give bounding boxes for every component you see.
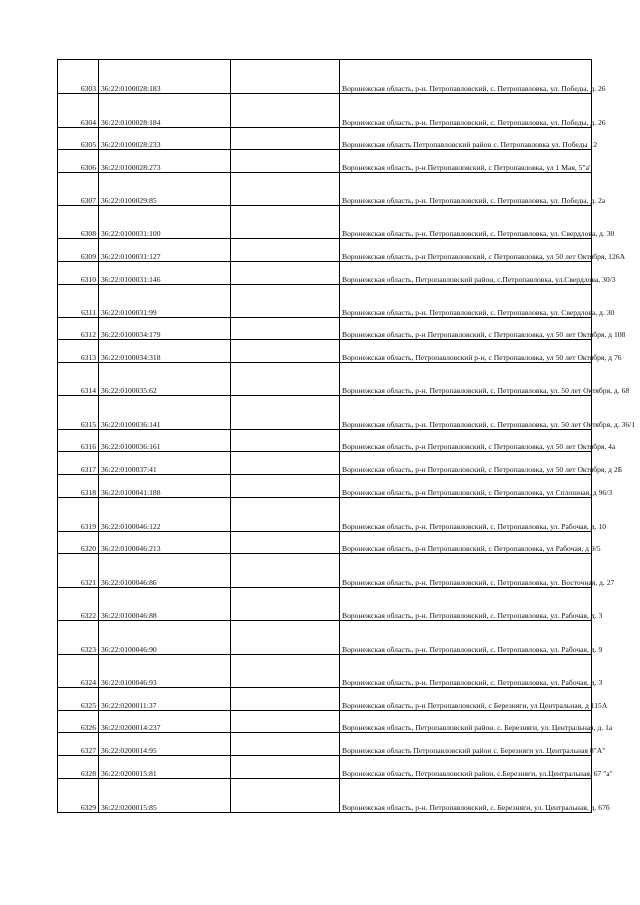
address-cell: Воронежская область, р-н Петропавловский, с Петропавловка, ул 50 лет Октября, 126А — [340, 239, 592, 262]
empty-cell — [231, 452, 340, 475]
address-cell: Воронежская область, р-н Петропавловский, с Петропавловка, ул Сплошная, д 96/3 — [340, 475, 592, 498]
empty-cell — [231, 262, 340, 285]
row-number-cell: 6318 — [58, 475, 99, 498]
cadastral-number-cell: 36:22:0200014:237 — [99, 711, 231, 733]
cadastral-number-cell: 36:22:0100028:183 — [99, 60, 231, 94]
row-number-cell: 6307 — [58, 173, 99, 206]
cadastral-number-cell: 36:22:0100034:179 — [99, 318, 231, 340]
cadastral-number-cell: 36:22:0100031:99 — [99, 285, 231, 318]
table-row — [58, 688, 592, 711]
cadastral-number-cell: 36:22:0200011:37 — [99, 688, 231, 711]
address-cell: Воронежская область, р-н. Петропавловский, с. Петропавловка, ул. Победы, д. 26 — [340, 94, 592, 128]
row-number-cell: 6303 — [58, 60, 99, 94]
cadastral-number-cell: 36:22:0100034:318 — [99, 340, 231, 363]
registry-table-body — [58, 60, 636, 813]
table-row — [58, 60, 592, 94]
table-row — [58, 711, 592, 733]
table-row — [58, 206, 592, 239]
address-cell: Воронежская область, р-н. Петропавловский, с. Петропавловка, ул. 50 лет Октября, д. 36/1 — [340, 396, 592, 430]
empty-cell — [231, 688, 340, 711]
table-row — [58, 475, 592, 498]
table-row — [58, 733, 592, 756]
empty-cell — [231, 655, 340, 688]
row-number-cell: 6317 — [58, 452, 99, 475]
cadastral-number-cell: 36:22:0100029:85 — [99, 173, 231, 206]
cadastral-number-cell: 36:22:0100046:88 — [99, 588, 231, 621]
empty-cell — [231, 498, 340, 532]
cadastral-number-cell: 36:22:0100031:127 — [99, 239, 231, 262]
table-row — [58, 318, 592, 340]
cadastral-number-cell: 36:22:0100036:141 — [99, 396, 231, 430]
empty-cell — [231, 60, 340, 94]
table-row — [58, 498, 592, 532]
row-number-cell: 6312 — [58, 318, 99, 340]
row-number-cell: 6324 — [58, 655, 99, 688]
table-row — [58, 452, 592, 475]
row-number-cell: 6321 — [58, 554, 99, 588]
row-number-cell: 6316 — [58, 430, 99, 452]
empty-cell — [231, 396, 340, 430]
cadastral-number-cell: 36:22:0200014:95 — [99, 733, 231, 756]
cadastral-number-cell: 36:22:0100036:161 — [99, 430, 231, 452]
row-number-cell: 6313 — [58, 340, 99, 363]
address-cell: Воронежская область, р-н Петропавловский, с Петропавловка, ул Рабочая, д 9/5 — [340, 532, 592, 554]
table-row — [58, 262, 592, 285]
address-cell: Воронежская область, р-н. Петропавловский, с. Петропавловка, ул. Рабочая, д. 3 — [340, 655, 592, 688]
row-number-cell: 6305 — [58, 128, 99, 150]
empty-cell — [231, 285, 340, 318]
row-number-cell: 6319 — [58, 498, 99, 532]
table-row — [58, 94, 592, 128]
table-row — [58, 239, 592, 262]
empty-cell — [231, 430, 340, 452]
row-number-cell: 6315 — [58, 396, 99, 430]
row-number-cell: 6310 — [58, 262, 99, 285]
address-cell: Воронежская область Петропавловский район с. Березняги ул. Центральная 8"А" — [340, 733, 592, 756]
table-row — [58, 554, 592, 588]
address-cell: Воронежская область, Петропавловский р-н, с Петропавловка, ул 50 лет Октября, д 76 — [340, 340, 592, 363]
address-cell: Воронежская область Петропавловский район с. Петропавловка ул. Победы 12 — [340, 128, 592, 150]
address-cell: Воронежская область, Петропавловский район. с. Березняги, ул. Центральная, д. 1а — [340, 711, 592, 733]
row-number-cell: 6308 — [58, 206, 99, 239]
cadastral-number-cell: 36:22:0100046:122 — [99, 498, 231, 532]
row-number-cell: 6325 — [58, 688, 99, 711]
empty-cell — [231, 554, 340, 588]
table-row — [58, 779, 592, 813]
row-number-cell: 6326 — [58, 711, 99, 733]
empty-cell — [231, 239, 340, 262]
empty-cell — [231, 363, 340, 396]
row-number-cell: 6323 — [58, 621, 99, 655]
empty-cell — [231, 318, 340, 340]
cadastral-number-cell: 36:22:0100037:41 — [99, 452, 231, 475]
table-row — [58, 173, 592, 206]
row-number-cell: 6309 — [58, 239, 99, 262]
row-number-cell: 6304 — [58, 94, 99, 128]
address-cell: Воронежская область, Петропавловский район, с.Петропавловка, ул.Свердлова, 30/3 — [340, 262, 592, 285]
empty-cell — [231, 779, 340, 813]
row-number-cell: 6311 — [58, 285, 99, 318]
cadastral-number-cell: 36:22:0100028:233 — [99, 128, 231, 150]
row-number-cell: 6314 — [58, 363, 99, 396]
table-row — [58, 430, 592, 452]
cadastral-number-cell: 36:22:0100028:273 — [99, 150, 231, 173]
table-row — [58, 128, 592, 150]
table-row — [58, 396, 592, 430]
empty-cell — [231, 711, 340, 733]
address-cell: Воронежская область, р-н. Петропавловский, с. Петропавловка, ул. Рабочая, д. 3 — [340, 588, 592, 621]
table-row — [58, 150, 592, 173]
empty-cell — [231, 94, 340, 128]
table-row — [58, 285, 592, 318]
table-row — [58, 621, 592, 655]
cadastral-number-cell: 36:22:0100046:213 — [99, 532, 231, 554]
empty-cell — [231, 756, 340, 779]
registry-table — [57, 59, 636, 813]
address-cell: Воронежская область, р-н. Петропавловский, с. Березняги, ул. Центральная, д. 67б — [340, 779, 592, 813]
address-cell: Воронежская область, р-н Петропавловский, с Березняги, ул Центральная, д 115А — [340, 688, 592, 711]
table-row — [58, 756, 592, 779]
row-number-cell: 6320 — [58, 532, 99, 554]
empty-cell — [231, 733, 340, 756]
cadastral-number-cell: 36:22:0100046:93 — [99, 655, 231, 688]
cadastral-number-cell: 36:22:0100031:146 — [99, 262, 231, 285]
table-row — [58, 363, 592, 396]
empty-cell — [231, 475, 340, 498]
row-number-cell: 6329 — [58, 779, 99, 813]
address-cell: Воронежская область, р-н. Петропавловский, с. Петропавловка, ул. Восточная, д. 27 — [340, 554, 592, 588]
cadastral-number-cell: 36:22:0100031:100 — [99, 206, 231, 239]
address-cell: Воронежская область, Петропавловский район, с.Березняги, ул.Центральная, 67 "а" — [340, 756, 592, 779]
empty-cell — [231, 621, 340, 655]
row-number-cell: 6306 — [58, 150, 99, 173]
table-row — [58, 655, 592, 688]
empty-cell — [231, 128, 340, 150]
table-row — [58, 340, 592, 363]
empty-cell — [231, 150, 340, 173]
address-cell: Воронежская область, р-н. Петропавловский, с. Петропавловка, ул. Рабочая, д. 9 — [340, 621, 592, 655]
cadastral-number-cell: 36:22:0200015:81 — [99, 756, 231, 779]
cadastral-number-cell: 36:22:0100028:184 — [99, 94, 231, 128]
empty-cell — [231, 206, 340, 239]
cadastral-number-cell: 36:22:0100035:62 — [99, 363, 231, 396]
row-number-cell: 6327 — [58, 733, 99, 756]
empty-cell — [231, 588, 340, 621]
address-cell: Воронежская область, р-н Петропавловский, с Петропавловка, ул 50 лет Октября, 4а — [340, 430, 592, 452]
cadastral-number-cell: 36:22:0100046:90 — [99, 621, 231, 655]
row-number-cell: 6322 — [58, 588, 99, 621]
table-row — [58, 532, 592, 554]
cadastral-number-cell: 36:22:0200015:85 — [99, 779, 231, 813]
address-cell: Воронежская область, р-н. Петропавловский, с. Петропавловка, ул. 50 лет Октября, д. 68 — [340, 363, 592, 396]
cadastral-number-cell: 36:22:0100046:86 — [99, 554, 231, 588]
address-cell: Воронежская область, р-н Петропавловский, с Петропавловка, ул 50 лет Октября, д 108 — [340, 318, 592, 340]
address-cell: Воронежская область, р-н. Петропавловский, с. Петропавловка, ул. Рабочая, д. 10 — [340, 498, 592, 532]
cadastral-number-cell: 36:22:0100041:188 — [99, 475, 231, 498]
empty-cell — [231, 532, 340, 554]
table-row — [58, 588, 592, 621]
address-cell: Воронежская область, р-н. Петропавловский, с. Петропавловка, ул. Свердлова, д. 30 — [340, 206, 592, 239]
address-cell: Воронежская область, р-н. Петропавловский, с. Петропавловка, ул. Победы, д. 26 — [340, 60, 592, 94]
empty-cell — [231, 340, 340, 363]
address-cell: Воронежская область, р-н Петропавловский, с Петропавловка, ул 50 лет Октября, д 2Б — [340, 452, 592, 475]
empty-cell — [231, 173, 340, 206]
address-cell: Воронежская область, р-н. Петропавловский, с. Петропавловка, ул. Победы, д. 2а — [340, 173, 592, 206]
address-cell: Воронежская область, р-н. Петропавловский, с. Петропавловка, ул. Свердлова, д. 30 — [340, 285, 592, 318]
address-cell: Воронежская область, р-н Петропавловский, с Петропавловка, ул 1 Мая, 5"а" — [340, 150, 592, 173]
row-number-cell: 6328 — [58, 756, 99, 779]
